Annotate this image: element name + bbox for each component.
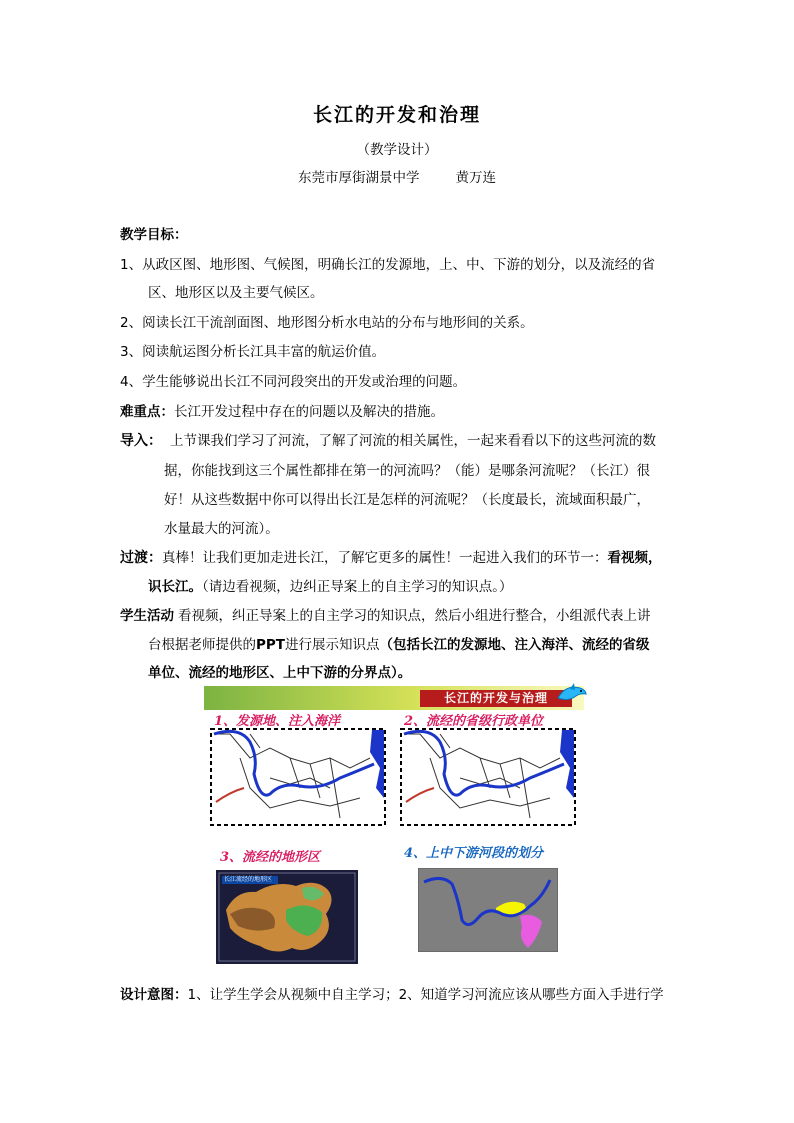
difficulty-line [120,403,444,421]
activity-ppt: PPT [256,637,285,653]
transition-text-2-bold: 识长江。 [148,579,202,595]
transition-text-1-bold: 看视频， [607,550,662,566]
intro-text-1: 上节课我们学习了河流，了解了河流的相关属性，一起来看看以下的这些河流的数 [170,433,656,449]
map-river-sections [418,868,558,952]
goal-item-4: 4、学生能够说出长江不同河段突出的开发或治理的问题。 [120,374,467,390]
map-source-ocean [210,728,386,826]
caption-4: 4、上中下游河段的划分 [404,846,544,861]
goal-item-3: 3、阅读航运图分析长江具丰富的航运价值。 [120,344,386,360]
dolphin-icon [556,680,588,708]
intro-line-2: 据，你能找到这三个属性都排在第一的河流吗？（能）是哪条河流呢？（长江）很 [164,463,650,479]
goal-item-1-cont: 区、地形区以及主要气候区。 [148,285,324,301]
design-intent-label: 设计意图： [120,987,188,1003]
intro-line-4: 水量最大的河流）。 [164,521,279,537]
transition-label: 过渡： [120,550,162,566]
activity-text-2c: （包括长江的发源地、注入海洋、流经的省级 [379,637,650,653]
intro-line-1 [120,432,656,450]
author-line [0,166,794,186]
activity-text-2a: 台根据老师提供的 [148,637,256,653]
slide-figure [204,686,588,968]
document-title: 长江的开发和治理 [312,104,481,126]
difficulty-label: 难重点： [120,404,174,420]
slide-banner-title: 长江的开发与治理 [420,690,572,707]
transition-line-2 [148,578,513,596]
author-school: 东莞市厚街湖景中学 [298,170,420,186]
transition-text-2: （请边看视频，边纠正导案上的自主学习的知识点。） [202,579,513,595]
map-provinces [400,728,576,826]
caption-3: 3、流经的地形区 [220,850,321,865]
goal-item-1: 1、从政区图、地形图、气候图，明确长江的发源地，上、中、下游的划分，以及流经的省 [120,257,656,273]
map-landforms [216,870,358,964]
caption-2: 2、流经的省级行政单位 [404,714,544,729]
goals-heading: 教学目标： [120,227,188,243]
document-subtitle: （教学设计） [356,142,438,158]
design-intent-text: 1、让学生学会从视频中自主学习；2、知道学习河流应该从哪些方面入手进行学 [187,987,664,1003]
activity-text-1: 看视频，纠正导案上的自主学习的知识点，然后小组进行整合，小组派代表上讲 [178,608,651,624]
caption-1: 1、发源地、注入海洋 [214,714,341,729]
difficulty-text: 长江开发过程中存在的问题以及解决的措施。 [174,404,444,420]
transition-text-1: 真棒！让我们更加走进长江，了解它更多的属性！一起进入我们的环节一： [162,550,608,566]
design-intent-line [120,986,664,1004]
intro-label: 导入： [120,433,162,449]
goal-item-2: 2、阅读长江干流剖面图、地形图分析水电站的分布与地形间的关系。 [120,315,534,331]
author-name: 黄万连 [455,170,496,186]
activity-line-1 [120,607,651,625]
intro-line-3: 好！从这些数据中你可以得出长江是怎样的河流呢？（长度最长，流域面积最广， [164,492,650,508]
map3-label: 长江流经的地形区 [224,876,273,883]
transition-line-1 [120,549,662,567]
activity-line-3: 单位、流经的地形区、上中下游的分界点）。 [148,665,412,681]
activity-line-2 [148,636,650,654]
activity-label: 学生活动 [120,608,174,624]
activity-text-2b: 进行展示知识点 [285,637,380,653]
